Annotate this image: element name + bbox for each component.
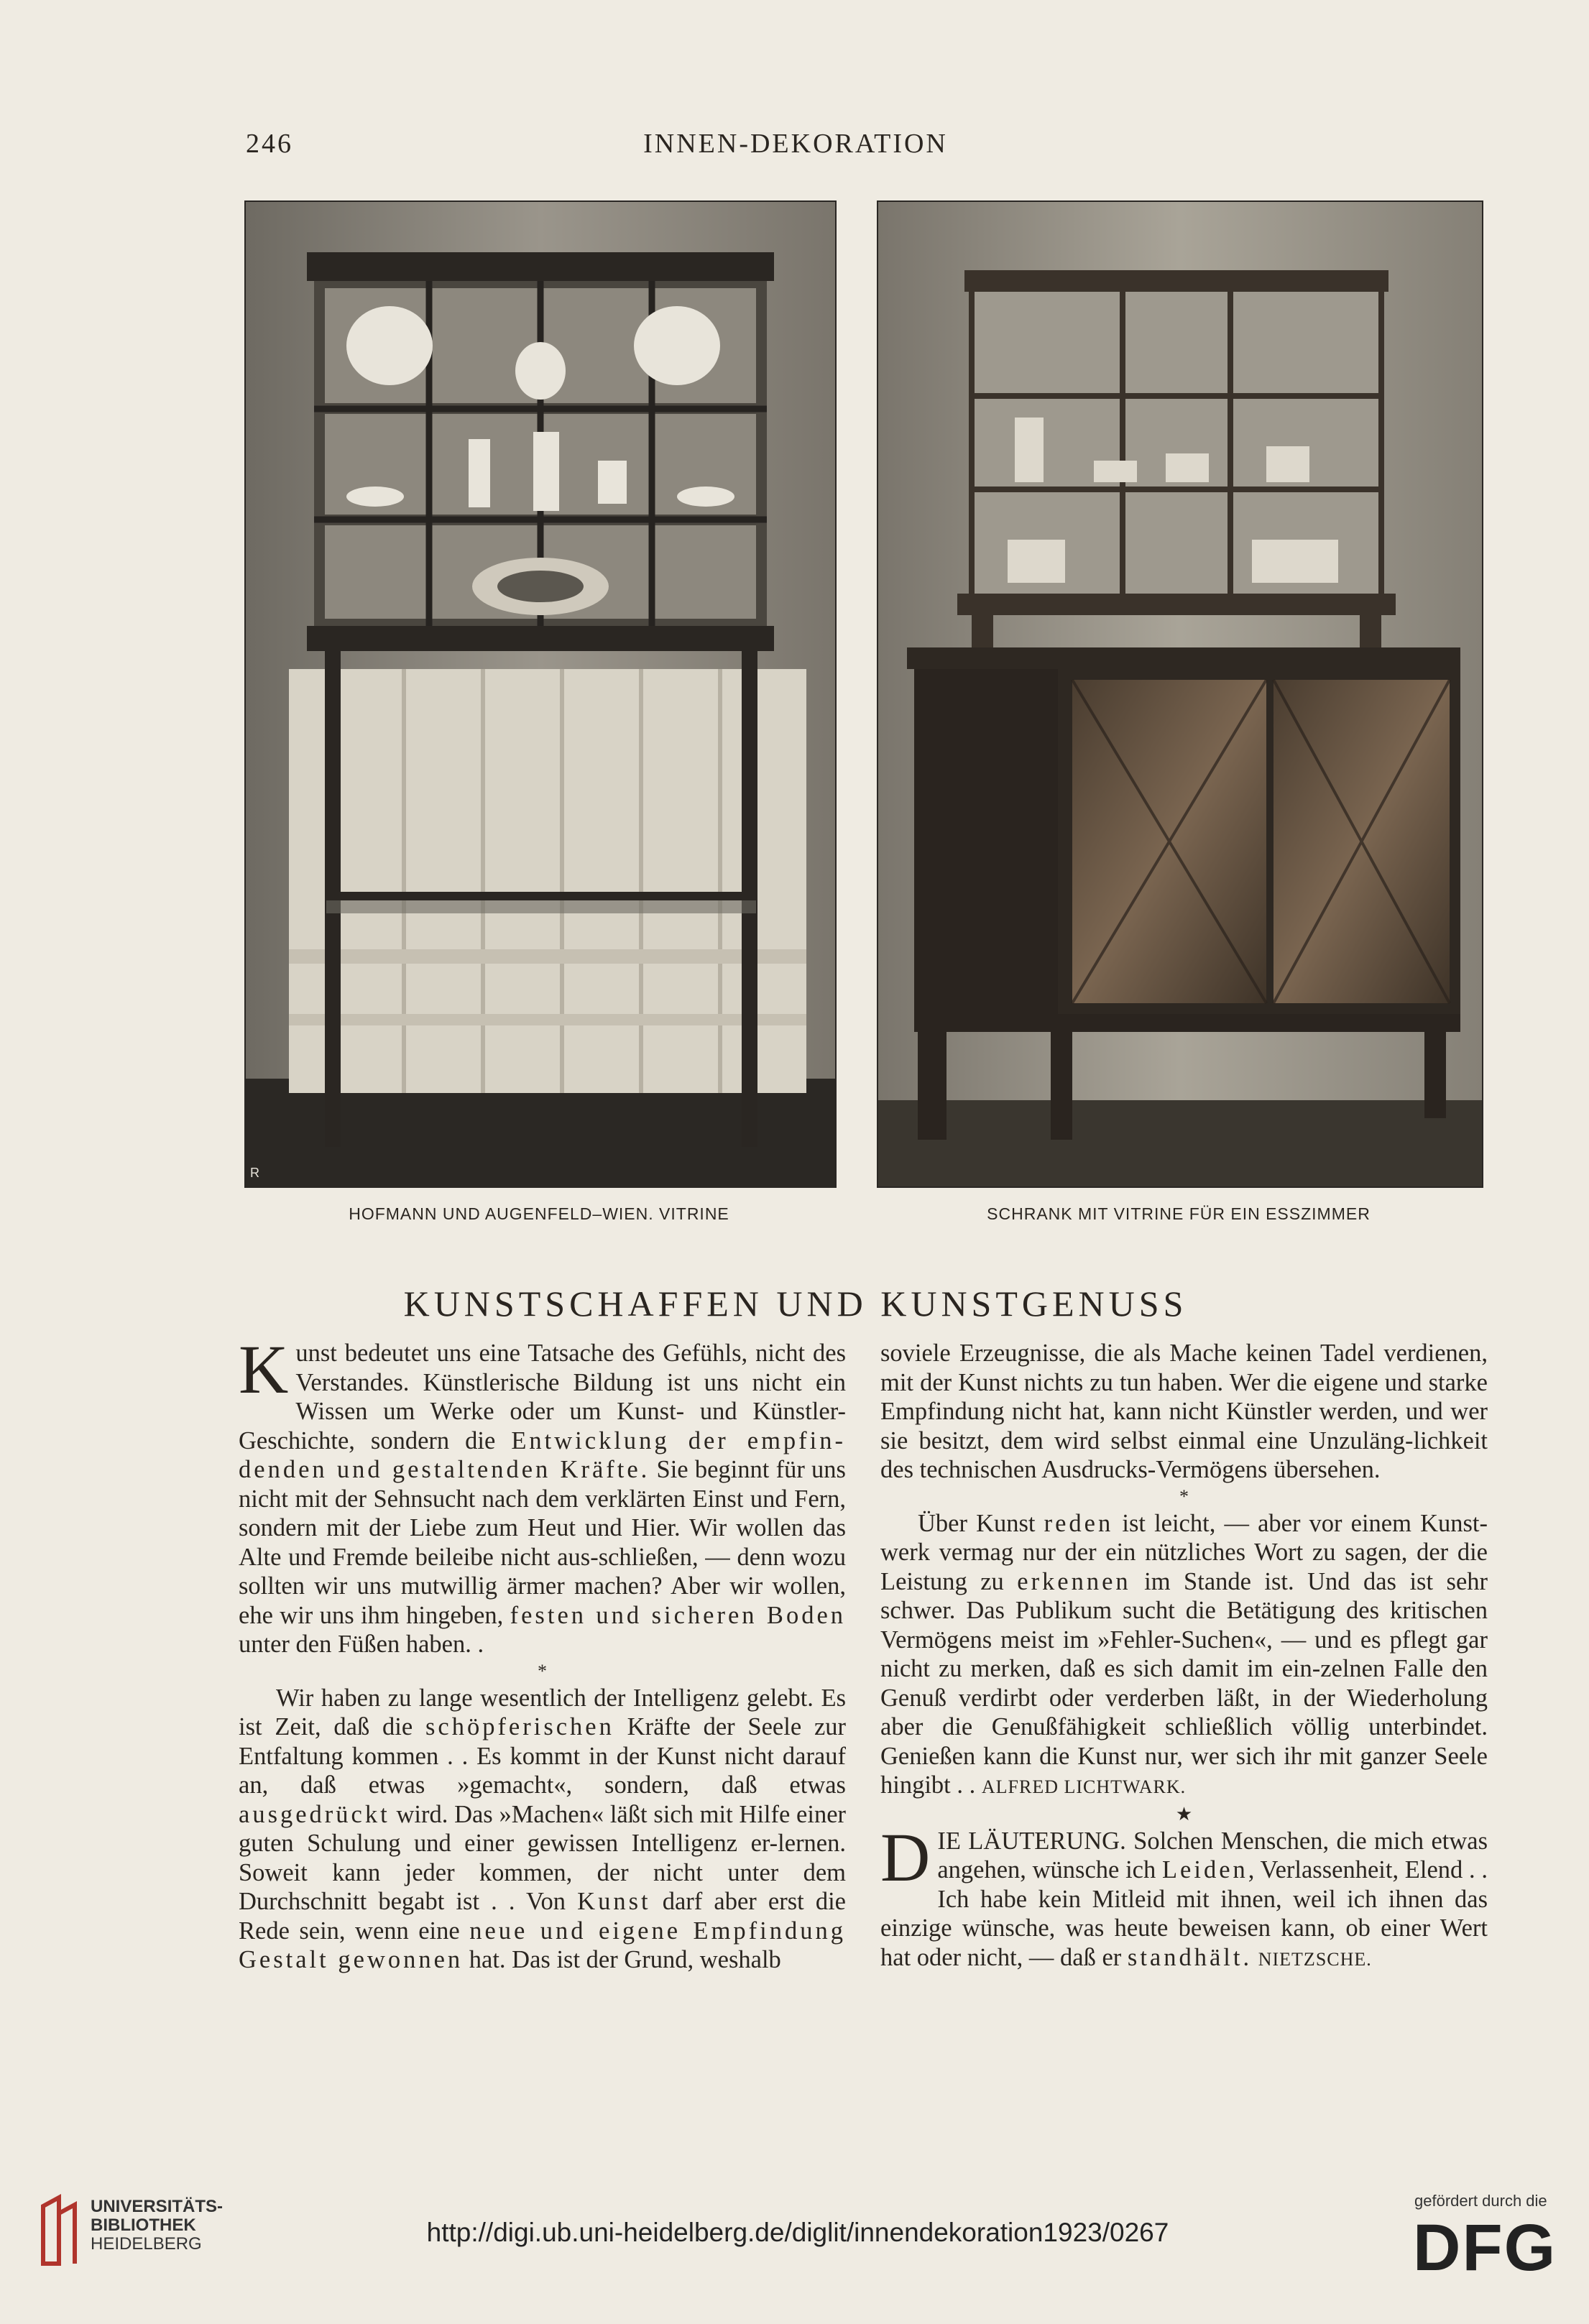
dropcap-d: D — [880, 1818, 931, 1896]
page-number: 246 — [246, 129, 293, 159]
paragraph-4: Über Kunst reden ist leicht, — aber vor einem Kunst-werk vermag nur der ein nützliches Wort zu sagen, der die Leistung zu erkennen im Stande ist. Und das ist sehr schwer. Das Publikum sucht die Betätigung des kritischen Vermögens meist im »Fehler-Suchen«, — und es pflegt gar nicht zu merken, daß es sich damit im ein-zelnen Falle den Genuß verdirbt oder verderben läßt, in der Wiederholung aber die Genußfähigkeit schließlich völlig unterbindet. Genießen kann die Kunst nur, wer sich ihr mit ganzer Seele hingibt . . ALFRED LICHTWARK. — [880, 1509, 1488, 1799]
paragraph-3: soviele Erzeugnisse, die als Mache keinen Tadel verdienen, mit der Kunst nichts zu tun haben. Wer die eigene und starke Empfindung nicht hat, kann nicht Künstler werden, und wer sie besitzt, dem wird selbst einmal eine Unzuläng-lichkeit des technischen Ausdrucks-Vermögens übersehen. — [880, 1339, 1488, 1483]
photo-vitrine — [244, 200, 837, 1188]
running-title: INNEN-DEKORATION — [643, 129, 948, 159]
article-title: KUNSTSCHAFFEN UND KUNSTGENUSS — [403, 1283, 1188, 1324]
running-head — [246, 128, 1345, 164]
section-divider-star: * — [1179, 1485, 1189, 1507]
figure-caption-right: SCHRANK MIT VITRINE FÜR EIN ESSZIMMER — [987, 1204, 1371, 1223]
cabinet-illustration — [878, 202, 1482, 1186]
dfg-logo: DFG — [1413, 2211, 1557, 2284]
figure-caption-left: HOFMANN UND AUGENFELD–WIEN. VITRINE — [349, 1204, 729, 1223]
corner-mark: R — [250, 1166, 259, 1180]
paragraph-1: Kunst bedeutet uns eine Tatsache des Gefühls, nicht des Verstandes. Künstlerische Bildung ist uns nicht ein Wissen um Werke oder um Kunst- und Künstler-Geschichte, sondern die Entwicklung der empfin-denden und gestaltenden Kräfte. Sie beginnt für uns nicht mit der Sehnsucht nach dem verklärten Einst und Fern, sondern mit der Liebe zum Heut und Hier. Wir wollen das Alte und Fremde beileibe nicht aus-schließen, — denn wozu sollten wir uns mutwillig ärmer machen? Aber wir wollen, ehe wir uns ihm hingeben, festen und sicheren Boden unter den Füßen haben. . — [239, 1331, 847, 1658]
photo-cabinet — [877, 200, 1483, 1188]
sponsor-text: gefördert durch die — [1414, 2192, 1547, 2210]
library-name: UNIVERSITÄTS- BIBLIOTHEK HEIDELBERG — [91, 2197, 224, 2254]
column-left — [239, 1331, 847, 1975]
author-lichtwark: ALFRED LICHTWARK. — [981, 1776, 1187, 1797]
paragraph-2: Wir haben zu lange wesentlich der Intelligenz gelebt. Es ist Zeit, daß die schöpferischen Kräfte der Seele zur Entfaltung kommen . . Es kommt in der Kunst nicht darauf an, daß etwas »gemacht«, sondern, daß etwas ausgedrückt wird. Das »Machen« läßt sich mit Hilfe einer guten Schulung und einer gewissen Intelligenz er-lernen. Soweit kann jeder kommen, der nicht unter dem Durchschnitt begabt ist . . Von Kunst darf aber erst die Rede sein, wenn eine neue und eigene Empfindung Gestalt gewonnen hat. Das ist der Grund, weshalb — [239, 1684, 846, 1973]
paragraph-5: DIE LÄUTERUNG. Solchen Menschen, die mich etwas angehen, wünsche ich Leiden, Verlassenheit, Elend . . Ich habe kein Mitleid mit ihnen, weil ich ihnen das einzige wünsche, was heute beweisen kann, ob einer Wert hat oder nicht, — daß er standhält. NIETZSCHE. — [880, 1818, 1488, 1971]
dropcap-k: K — [239, 1331, 289, 1408]
section-divider-star: * — [538, 1660, 547, 1682]
section-divider-star: ★ — [1175, 1803, 1193, 1825]
author-nietzsche: NIETZSCHE. — [1258, 1948, 1372, 1970]
source-url-link[interactable]: http://digi.ub.uni-heidelberg.de/diglit/innendekoration1923/0267 — [426, 2218, 1169, 2247]
column-right — [880, 1339, 1488, 1974]
vitrine-illustration — [246, 202, 835, 1186]
library-logo-icon — [37, 2192, 82, 2271]
